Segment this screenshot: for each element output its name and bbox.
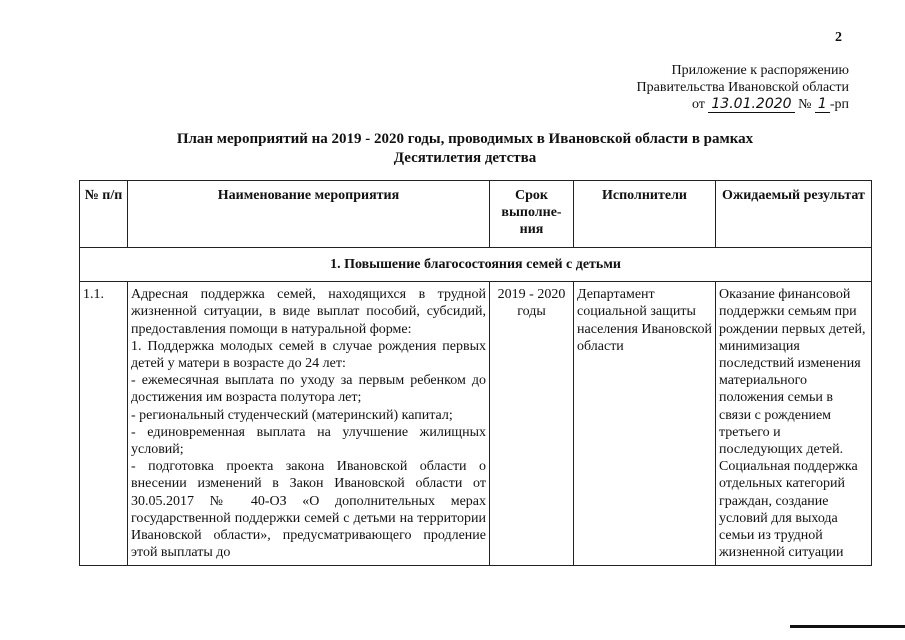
header-term: Срок выполне-ния (490, 181, 574, 248)
section-title: 1. Повышение благосостояния семей с детьми (80, 248, 872, 282)
table-row (80, 282, 872, 566)
appendix-line-2: Правительства Ивановской области (636, 80, 849, 95)
header-num: № п/п (80, 181, 128, 248)
plan-table (79, 180, 872, 566)
table-header-row (80, 181, 872, 248)
activity-line: 1. Поддержка молодых семей в случае рождения первых детей у матери в возрасте до 24 лет: (131, 338, 486, 372)
title-line-1: План мероприятий на 2019 - 2020 годы, проводимых в Ивановской области в рамках (176, 131, 754, 147)
handwritten-date: 13.01.2020 (708, 96, 794, 113)
title-line-2: Десятилетия детства (393, 150, 537, 166)
appendix-date-line (589, 96, 849, 113)
header-result: Ожидаемый результат (716, 181, 872, 248)
activity-line: - подготовка проекта закона Ивановской области о внесении изменений в Закон Ивановской области от 30.05.2017 № 40-ОЗ «О дополнительных мерах государственной поддержки семей с детьми на территории Ивановской области», предусматривающего продление этой выплаты до (131, 459, 486, 561)
number-prefix: № (798, 97, 812, 112)
document-title (60, 130, 870, 168)
activity-line: - ежемесячная выплата по уходу за первым ребенком до достижения им возраста полутора лет; (131, 373, 486, 406)
handwritten-number: 1 (815, 96, 830, 113)
row-result: Оказание финансовой поддержки семьям при рождении первых детей, минимизация последствий изменения материального положения семьи в связи с рождением третьего и последующих детей. Социальная поддержка отдельных категорий граждан, создание условий для выхода семьи из трудной жизненной ситуации (716, 282, 872, 566)
row-executors: Департамент социальной защиты населения Ивановской области (574, 282, 716, 566)
page-number: 2 (835, 30, 842, 45)
row-term: 2019 - 2020 годы (490, 282, 574, 566)
header-executors: Исполнители (574, 181, 716, 248)
date-prefix: от (691, 97, 705, 112)
appendix-line-1: Приложение к распоряжению (671, 63, 849, 78)
row-num: 1.1. (80, 282, 128, 566)
row-activity (128, 282, 490, 566)
section-row (80, 248, 872, 282)
number-suffix: -рп (829, 97, 849, 112)
activity-line: - региональный студенческий (материнский) капитал; (131, 407, 453, 423)
activity-line: - единовременная выплата на улучшение жилищных условий; (131, 424, 486, 458)
bottom-divider (790, 625, 905, 628)
activity-line: Адресная поддержка семей, находящихся в трудной жизненной ситуации, в виде выплат пособий, субсидий, предоставления помощи в натуральной форме: (131, 287, 486, 337)
header-name: Наименование мероприятия (128, 181, 490, 248)
appendix-header (589, 62, 849, 113)
